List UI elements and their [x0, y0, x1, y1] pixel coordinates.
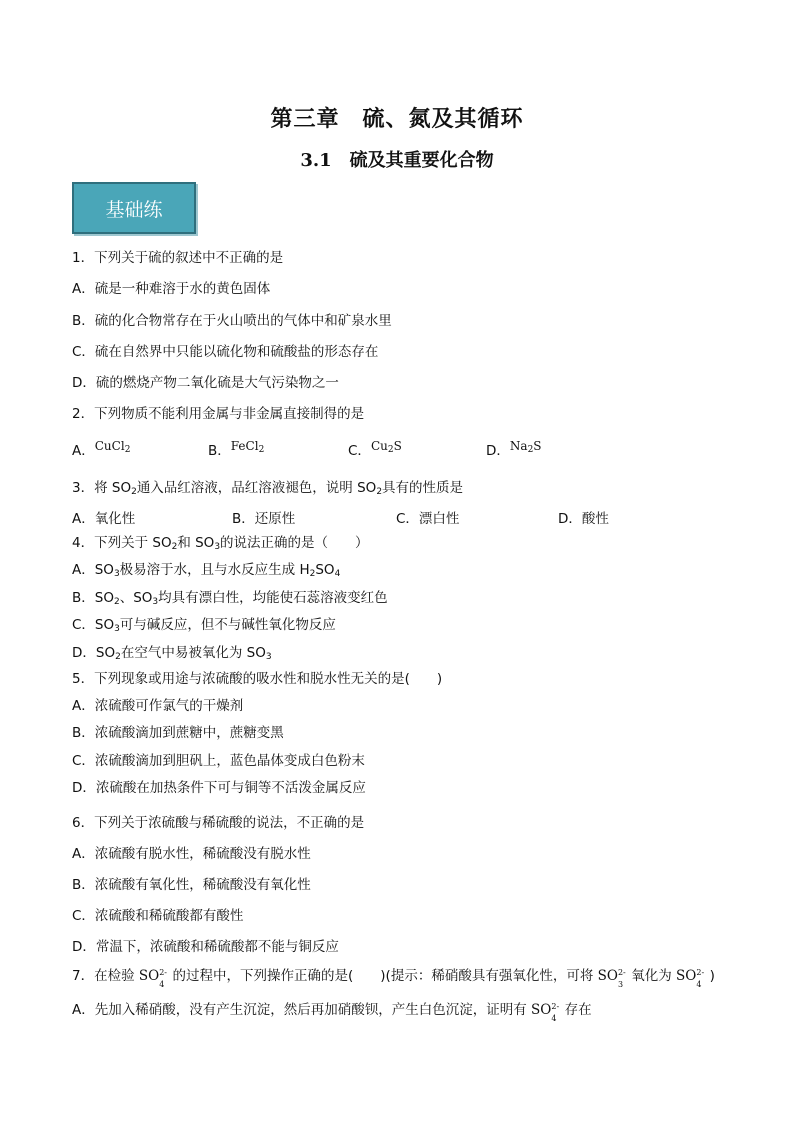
q2-option-c — [348, 439, 402, 460]
chapter-title: 第三章 硫、氮及其循环 — [270, 106, 524, 132]
q3-option-b: B．还原性 — [232, 511, 296, 527]
q1-option-c: C．硫在自然界中只能以硫化物和硫酸盐的形态存在 — [72, 344, 379, 360]
sulfate-ion: SO 2- 4 — [138, 968, 168, 989]
q5-option-a: A．浓硫酸可作氯气的干燥剂 — [72, 698, 244, 714]
basic-practice-badge: 基础练 — [72, 182, 196, 234]
section-title: 3.1 硫及其重要化合物 — [300, 150, 494, 171]
q4-stem: 4．下列关于 $SO_2$和 $SO_3$的说法正确的是（ ） — [72, 535, 369, 552]
sulfate-ion: SO 2- 4 — [676, 968, 705, 989]
q5-stem: 5．下列现象或用途与浓硫酸的吸水性和脱水性无关的是( ) — [72, 671, 443, 687]
q2-option-b — [208, 439, 265, 460]
q3-option-c: C．漂白性 — [396, 511, 460, 527]
q1-option-b: B．硫的化合物常存在于火山喷出的气体中和矿泉水里 — [72, 313, 392, 329]
q3-option-a: A．氧化性 — [72, 511, 136, 527]
formula: FeCl$_2$ — [230, 439, 265, 455]
q3-option-d: D．酸性 — [558, 511, 609, 527]
q1-stem: 1．下列关于硫的叙述中不正确的是 — [72, 250, 284, 266]
q6-option-a: A．浓硫酸有脱水性，稀硫酸没有脱水性 — [72, 846, 311, 862]
q7-option-a: A．先加入稀硝酸，没有产生沉淀，然后再加硝酸钡，产生白色沉淀，证明有 SO 2- 4 存在 — [72, 1002, 592, 1023]
q4-option-d: D．$SO_2$在空气中易被氧化为 $SO_3$ — [72, 645, 272, 662]
q7-stem: 7．在检验 SO 2- 4 的过程中，下列操作正确的是( )(提示：稀硝酸具有强氧化性，可将 SO 2- 3 氧化为 SO 2- 4 ) — [72, 968, 715, 989]
q4-option-c: C．$SO_3$可与碱反应，但不与碱性氧化物反应 — [72, 617, 336, 634]
option-label: A． — [72, 443, 95, 459]
sulfite-ion: SO 2- 3 — [597, 968, 626, 989]
q3-stem: 3．将 $SO_2$通入品红溶液，品红溶液褪色，说明 $SO_2$具有的性质是 — [72, 480, 464, 497]
option-label: D． — [486, 443, 510, 459]
q5-option-c: C．浓硫酸滴加到胆矾上，蓝色晶体变成白色粉末 — [72, 753, 365, 769]
q4-option-a: A．$SO_3$极易溶于水，且与水反应生成 $H_2SO_4$ — [72, 562, 341, 579]
q1-option-a: A．硫是一种难溶于水的黄色固体 — [72, 281, 271, 297]
q1-option-d: D．硫的燃烧产物二氧化硫是大气污染物之一 — [72, 375, 339, 391]
q2-option-a — [72, 439, 131, 460]
option-label: B． — [208, 443, 231, 459]
q6-option-b: B．浓硫酸有氧化性，稀硫酸没有氧化性 — [72, 877, 311, 893]
q6-option-d: D．常温下，浓硫酸和稀硫酸都不能与铜反应 — [72, 939, 339, 955]
q5-option-d: D．浓硫酸在加热条件下可与铜等不活泼金属反应 — [72, 780, 366, 796]
option-label: C． — [348, 443, 371, 459]
q2-option-d — [486, 439, 542, 460]
q6-option-c: C．浓硫酸和稀硫酸都有酸性 — [72, 908, 244, 924]
formula: $Cu_2S$ — [370, 439, 402, 455]
q4-option-b: B．$SO_2$、$SO_3$均具有漂白性，均能使石蕊溶液变红色 — [72, 590, 388, 607]
q5-option-b: B．浓硫酸滴加到蔗糖中，蔗糖变黑 — [72, 725, 284, 741]
formula: $Na_2S$ — [509, 439, 542, 455]
formula: CuCl$_2$ — [94, 439, 131, 455]
q6-stem: 6．下列关于浓硫酸与稀硫酸的说法，不正确的是 — [72, 815, 365, 831]
q2-stem: 2．下列物质不能利用金属与非金属直接制得的是 — [72, 406, 365, 422]
sulfate-ion: SO 2- 4 — [531, 1002, 560, 1023]
